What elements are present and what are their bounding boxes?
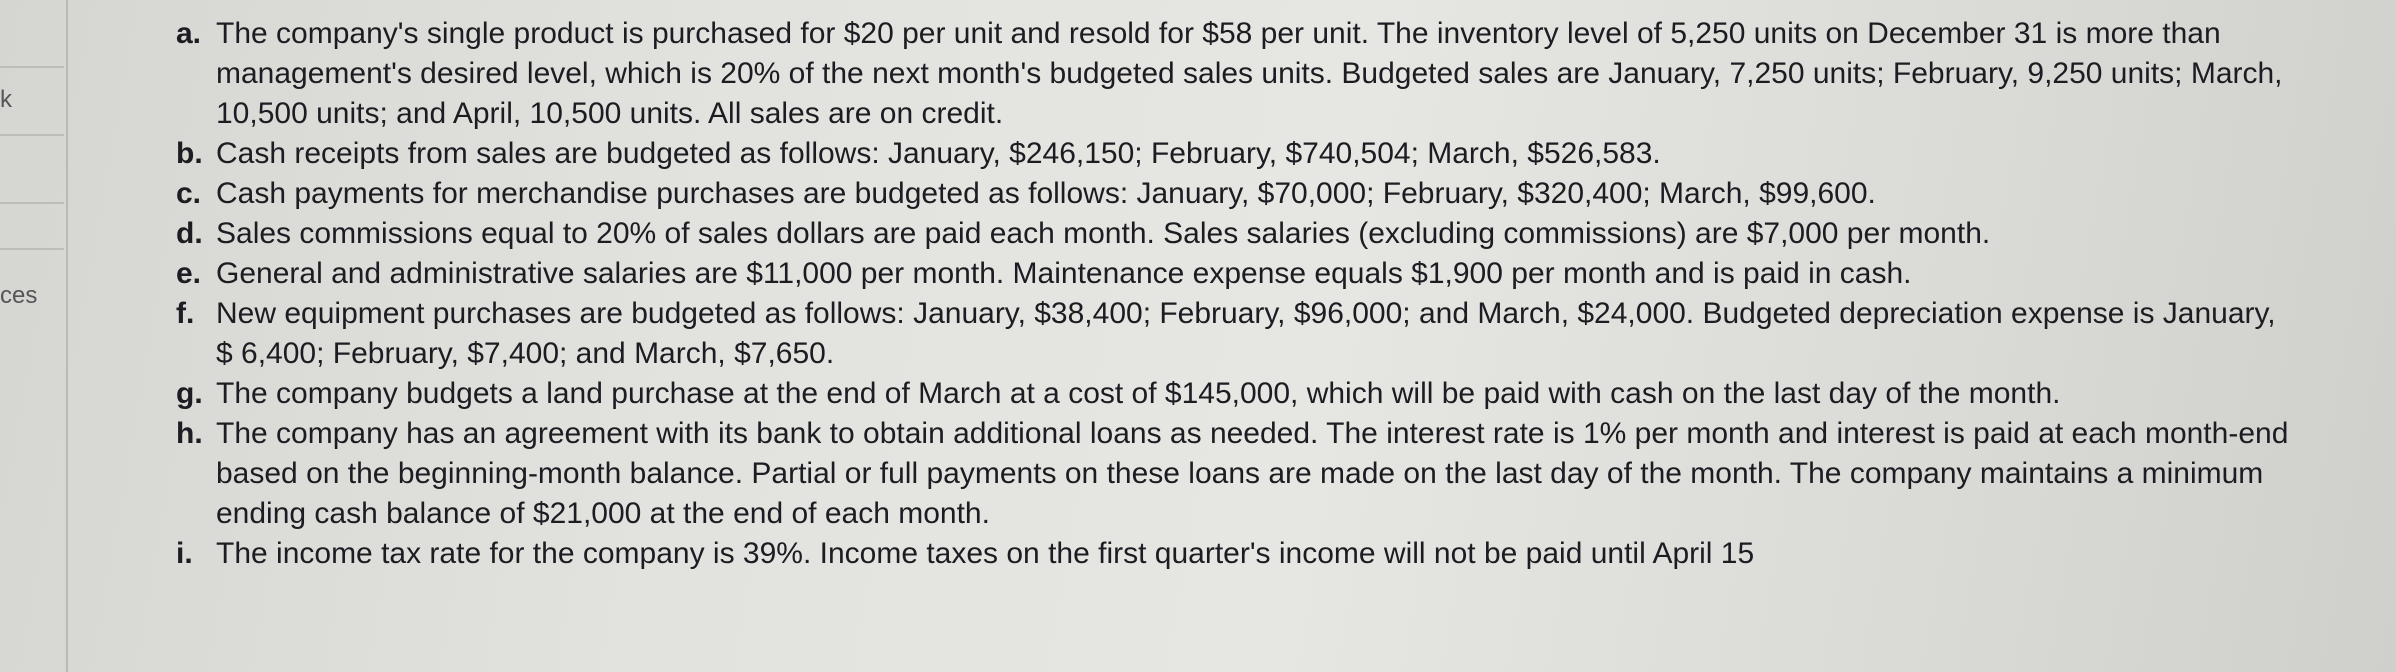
list-item-b bbox=[170, 134, 2290, 174]
list-item-c bbox=[170, 174, 2290, 214]
requirements-list bbox=[170, 14, 2290, 574]
item-letter: b. bbox=[176, 137, 203, 170]
item-letter: i. bbox=[176, 537, 193, 570]
list-item-h bbox=[170, 414, 2290, 534]
item-text: General and administrative salaries are $11,000 per month. Maintenance expense equals $1,900 per month and is paid in cash. bbox=[216, 257, 1912, 290]
side-panel bbox=[0, 0, 68, 672]
item-letter: h. bbox=[176, 417, 203, 450]
list-item-d bbox=[170, 214, 2290, 254]
side-text-fragment-bottom: ces bbox=[0, 282, 38, 309]
list-item-e bbox=[170, 254, 2290, 294]
list-item-g bbox=[170, 374, 2290, 414]
item-text: New equipment purchases are budgeted as follows: January, $38,400; February, $96,000; and March, $24,000. Budgeted depreciation expense is January, $ 6,400; February, $7,400; and March, $7,650. bbox=[216, 297, 2276, 370]
side-divider bbox=[0, 248, 64, 250]
list-item-f bbox=[170, 294, 2290, 374]
side-divider bbox=[0, 202, 64, 204]
side-text-fragment-top: k bbox=[0, 86, 12, 113]
side-divider bbox=[0, 134, 64, 136]
item-text: Sales commissions equal to 20% of sales dollars are paid each month. Sales salaries (excluding commissions) are $7,000 per month. bbox=[216, 217, 1991, 250]
item-letter: f. bbox=[176, 297, 195, 330]
item-text: The company budgets a land purchase at the end of March at a cost of $145,000, which will be paid with cash on the last day of the month. bbox=[216, 377, 2061, 410]
item-letter: c. bbox=[176, 177, 202, 210]
list-item-i bbox=[170, 534, 2290, 574]
item-letter: a. bbox=[176, 17, 202, 50]
item-text: The company's single product is purchased for $20 per unit and resold for $58 per unit. The inventory level of 5,250 units on December 31 is more than management's desired level, which is 20% of the next month's budgeted sales units. Budgeted sales are January, 7,250 units; February, 9,250 units; March, 10,500 units; and April, 10,500 units. All sales are on credit. bbox=[216, 17, 2283, 130]
item-text: Cash receipts from sales are budgeted as follows: January, $246,150; February, $740,504; March, $526,583. bbox=[216, 137, 1661, 170]
item-letter: g. bbox=[176, 377, 203, 410]
item-text: The income tax rate for the company is 39%. Income taxes on the first quarter's income will not be paid until April 15 bbox=[216, 537, 1755, 570]
list-item-a bbox=[170, 14, 2290, 134]
item-letter: d. bbox=[176, 217, 203, 250]
item-text: Cash payments for merchandise purchases are budgeted as follows: January, $70,000; February, $320,400; March, $99,600. bbox=[216, 177, 1876, 210]
item-letter: e. bbox=[176, 257, 202, 290]
item-text: The company has an agreement with its bank to obtain additional loans as needed. The interest rate is 1% per month and interest is paid at each month-end based on the beginning-month balance. Partial or full payments on these loans are made on the last day of the month. The company maintains a minimum ending cash balance of $21,000 at the end of each month. bbox=[216, 417, 2289, 530]
side-divider bbox=[0, 66, 64, 68]
